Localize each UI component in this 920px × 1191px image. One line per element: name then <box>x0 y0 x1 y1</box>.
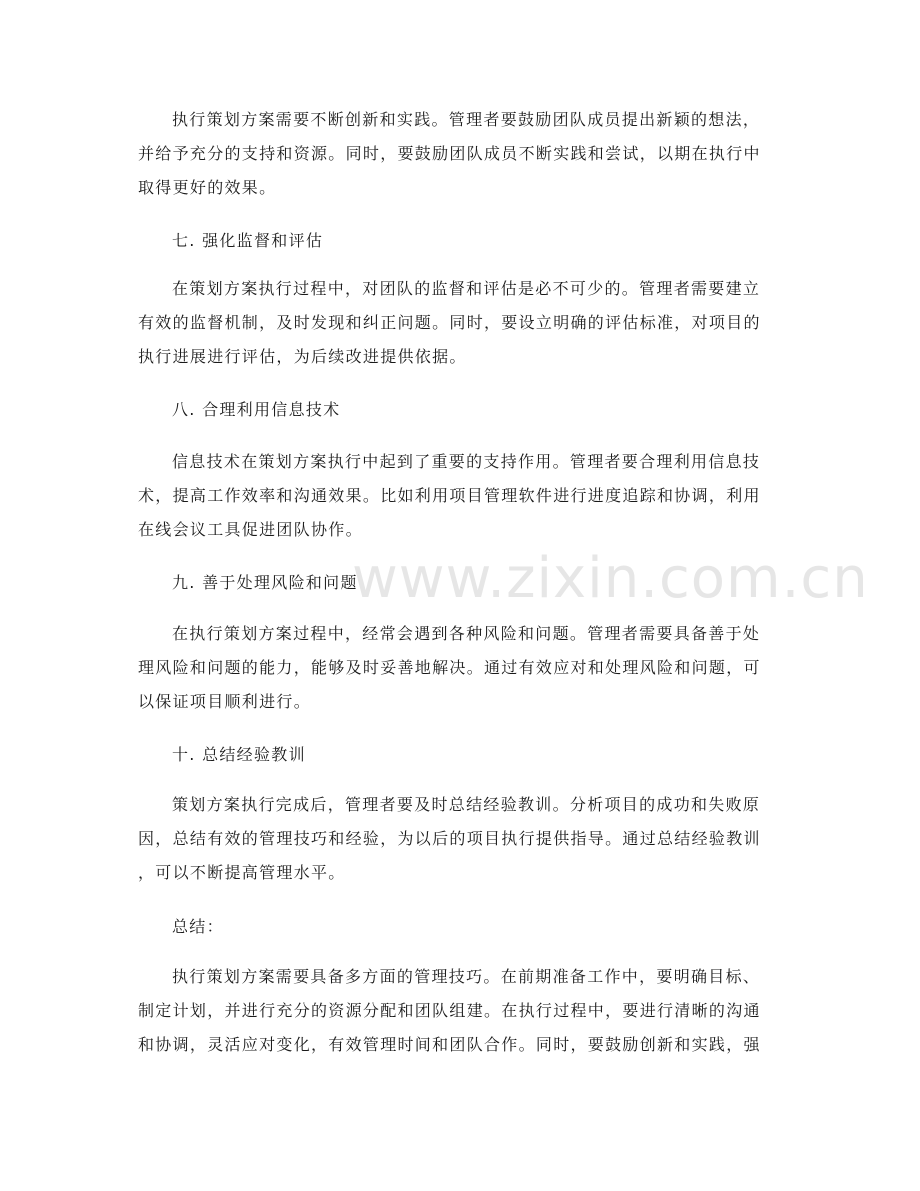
paragraph-line: 策划方案执行完成后，管理者要及时总结经验教训。分析项目的成功和失败原 <box>172 795 761 814</box>
paragraph-innovation <box>138 103 786 205</box>
heading-section-7: 七. 强化监督和评估 <box>172 231 324 250</box>
paragraph-lessons <box>138 788 786 890</box>
paragraph-line: 信息技术在策划方案执行中起到了重要的支持作用。管理者要合理利用信息技 <box>172 452 761 471</box>
paragraph-line: 并给予充分的支持和资源。同时，要鼓励团队成员不断实践和尝试，以期在执行中 <box>138 144 761 163</box>
paragraph-line: 执行进展进行评估，为后续改进提供依据。 <box>138 347 467 366</box>
paragraph-line: 理风险和问题的能力，能够及时妥善地解决。通过有效应对和处理风险和问题，可 <box>138 658 761 677</box>
paragraph-line: 术，提高工作效率和沟通效果。比如利用项目管理软件进行进度追踪和协调，利用 <box>138 486 761 505</box>
paragraph-supervision <box>138 272 786 374</box>
paragraph-summary <box>138 960 786 1062</box>
paragraph-line: 制定计划，并进行充分的资源分配和团队组建。在执行过程中，要进行清晰的沟通 <box>138 1001 761 1020</box>
paragraph-line: 有效的监督机制，及时发现和纠正问题。同时，要设立明确的评估标准，对项目的 <box>138 313 761 332</box>
heading-section-8: 八. 合理利用信息技术 <box>172 400 341 419</box>
paragraph-line: 在策划方案执行过程中，对团队的监督和评估是必不可少的。管理者需要建立 <box>172 279 761 298</box>
paragraph-line: 在执行策划方案过程中，经常会遇到各种风险和问题。管理者需要具备善于处 <box>172 624 761 643</box>
paragraph-it <box>138 445 786 547</box>
paragraph-line: 在线会议工具促进团队协作。 <box>138 520 363 539</box>
paragraph-risk <box>138 617 786 719</box>
paragraph-line: 执行策划方案需要不断创新和实践。管理者要鼓励团队成员提出新颖的想法， <box>172 110 761 129</box>
paragraph-line: 执行策划方案需要具备多方面的管理技巧。在前期准备工作中，要明确目标、 <box>172 967 761 986</box>
heading-summary: 总结： <box>172 917 224 936</box>
paragraph-line: ，可以不断提高管理水平。 <box>138 863 346 882</box>
paragraph-line: 和协调，灵活应对变化，有效管理时间和团队合作。同时，要鼓励创新和实践，强 <box>138 1035 761 1054</box>
heading-section-10: 十. 总结经验教训 <box>172 745 306 764</box>
paragraph-line: 以保证项目顺利进行。 <box>138 692 312 711</box>
paragraph-line: 因，总结有效的管理技巧和经验，为以后的项目执行提供指导。通过总结经验教训 <box>138 829 761 848</box>
watermark: www.zixin.com.cn <box>352 546 869 611</box>
heading-section-9: 九. 善于处理风险和问题 <box>172 573 358 592</box>
paragraph-line: 取得更好的效果。 <box>138 178 277 197</box>
